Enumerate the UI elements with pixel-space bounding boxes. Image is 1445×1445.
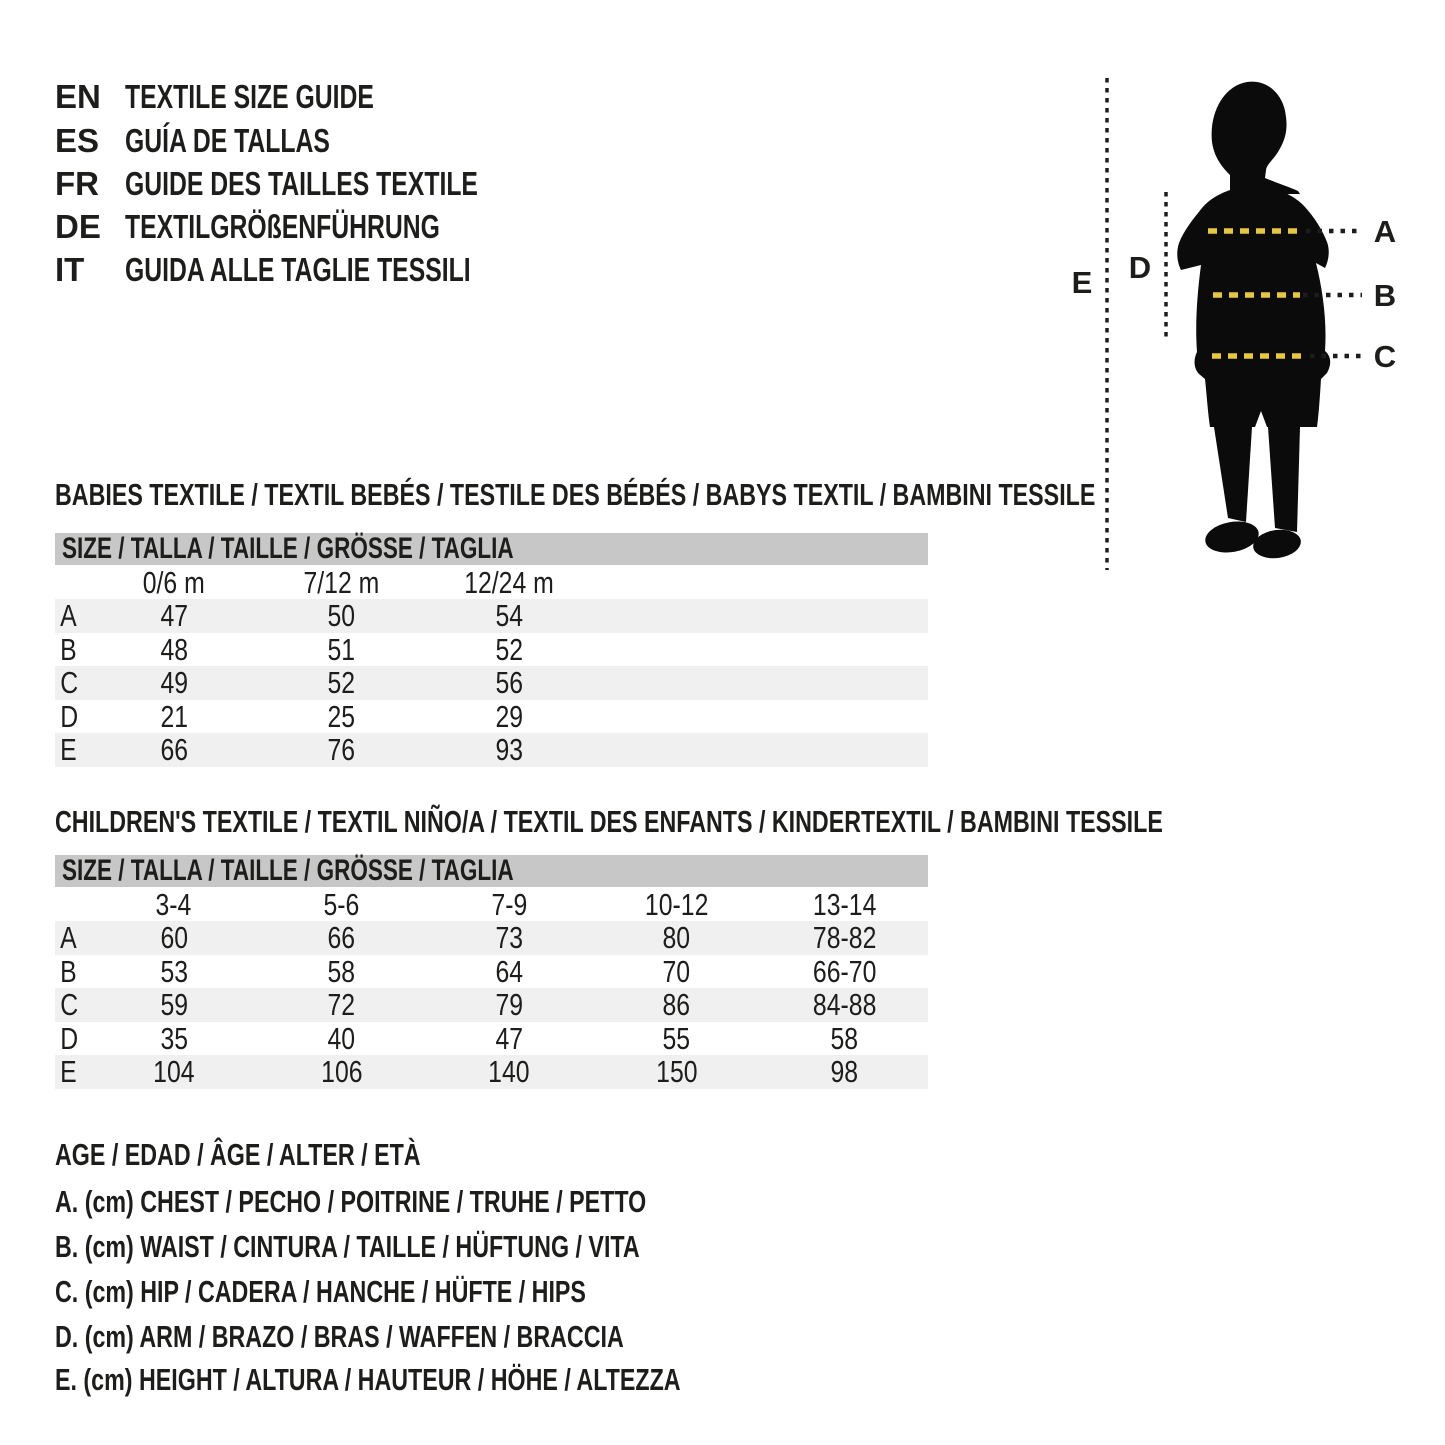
- children-size-header-text: SIZE / TALLA / TAILLE / GRÖSSE / TAGLIA: [62, 854, 514, 887]
- row-label: C: [60, 987, 79, 1022]
- table-row: B 53 58 64 70 66-70: [55, 955, 928, 989]
- babies-size-table: [55, 565, 928, 767]
- children-size-table: [55, 887, 928, 1089]
- table-row: B 48 51 52: [55, 633, 928, 667]
- legend-chest: A. (cm) CHEST / PECHO / POITRINE / TRUHE / PETTO: [55, 1184, 647, 1219]
- table-row: A 47 50 54: [55, 599, 928, 633]
- row-label: E: [60, 1054, 77, 1089]
- row-label: E: [60, 732, 77, 767]
- row-label: A: [60, 598, 77, 633]
- row-label: C: [60, 665, 79, 700]
- label-e: E: [1071, 265, 1093, 300]
- row-label: D: [60, 1020, 79, 1056]
- header-title-fr: GUIDE DES TAILLES TEXTILE: [125, 165, 478, 202]
- legend-age: AGE / EDAD / ÂGE / ALTER / ETÀ: [55, 1137, 421, 1172]
- table-row: E 104 106 140 150 98: [55, 1055, 928, 1089]
- row-label: A: [60, 920, 77, 955]
- lang-code-de: DE: [55, 208, 101, 245]
- lang-code-fr: FR: [55, 165, 99, 202]
- row-label: D: [60, 698, 79, 734]
- table-row: C 49 52 56: [55, 666, 928, 700]
- table-row: D 35 40 47 55 58: [55, 1022, 928, 1056]
- silhouette-body: [1177, 189, 1330, 427]
- legend-arm: D. (cm) ARM / BRAZO / BRAS / WAFFEN / BRACCIA: [55, 1319, 624, 1354]
- children-col-7-9: 7-9: [491, 887, 527, 922]
- children-section-title: CHILDREN'S TEXTILE / TEXTIL NIÑO/A / TEXTIL DES ENFANTS / KINDERTEXTIL / BAMBINI TESSILE: [55, 804, 1163, 839]
- lang-code-it: IT: [55, 251, 85, 288]
- label-a: A: [1373, 214, 1397, 249]
- babies-column-header-row: [55, 565, 928, 599]
- header-title-es: GUÍA DE TALLAS: [125, 122, 330, 159]
- measurement-figure: [1040, 60, 1445, 600]
- label-d: D: [1128, 250, 1152, 285]
- table-row: E 66 76 93: [55, 733, 928, 767]
- children-column-header-row: [55, 887, 928, 921]
- legend-waist: B. (cm) WAIST / CINTURA / TAILLE / HÜFTUNG / VITA: [55, 1229, 640, 1264]
- row-label: B: [60, 953, 77, 989]
- silhouette-head: [1212, 82, 1300, 194]
- babies-size-header-bar: [55, 533, 928, 565]
- header-title-it: GUIDA ALLE TAGLIE TESSILI: [125, 251, 471, 288]
- table-row: C 59 72 79 86 84-88: [55, 988, 928, 1022]
- header-title-en: TEXTILE SIZE GUIDE: [125, 78, 374, 115]
- children-col-10-12: 10-12: [644, 887, 709, 922]
- label-c: C: [1373, 339, 1397, 374]
- row-label: B: [60, 631, 77, 667]
- silhouette-right-shoe: [1251, 527, 1302, 561]
- header-title-de: TEXTILGRÖßENFÜHRUNG: [125, 208, 440, 245]
- label-b: B: [1373, 278, 1397, 313]
- babies-col-0-6m: 0/6 m: [142, 565, 205, 600]
- table-row: D 21 25 29: [55, 700, 928, 734]
- children-col-5-6: 5-6: [323, 887, 360, 922]
- babies-size-header-text: SIZE / TALLA / TAILLE / GRÖSSE / TAGLIA: [62, 532, 514, 565]
- legend-hip: C. (cm) HIP / CADERA / HANCHE / HÜFTE / HIPS: [55, 1274, 586, 1309]
- lang-code-es: ES: [55, 122, 100, 159]
- table-row: A 60 66 73 80 78-82: [55, 921, 928, 955]
- legend-height: E. (cm) HEIGHT / ALTURA / HAUTEUR / HÖHE / ALTEZZA: [55, 1362, 681, 1397]
- children-size-header-bar: [55, 855, 928, 887]
- babies-col-7-12m: 7/12 m: [303, 565, 380, 600]
- silhouette-left-shoe: [1203, 518, 1261, 557]
- lang-code-en: EN: [55, 78, 101, 115]
- children-col-3-4: 3-4: [155, 887, 192, 922]
- children-col-13-14: 13-14: [812, 887, 876, 922]
- babies-col-12-24m: 12/24 m: [464, 565, 554, 600]
- babies-section-title: BABIES TEXTILE / TEXTIL BEBÉS / TESTILE DES BÉBÉS / BABYS TEXTIL / BAMBINI TESSILE: [55, 477, 1096, 512]
